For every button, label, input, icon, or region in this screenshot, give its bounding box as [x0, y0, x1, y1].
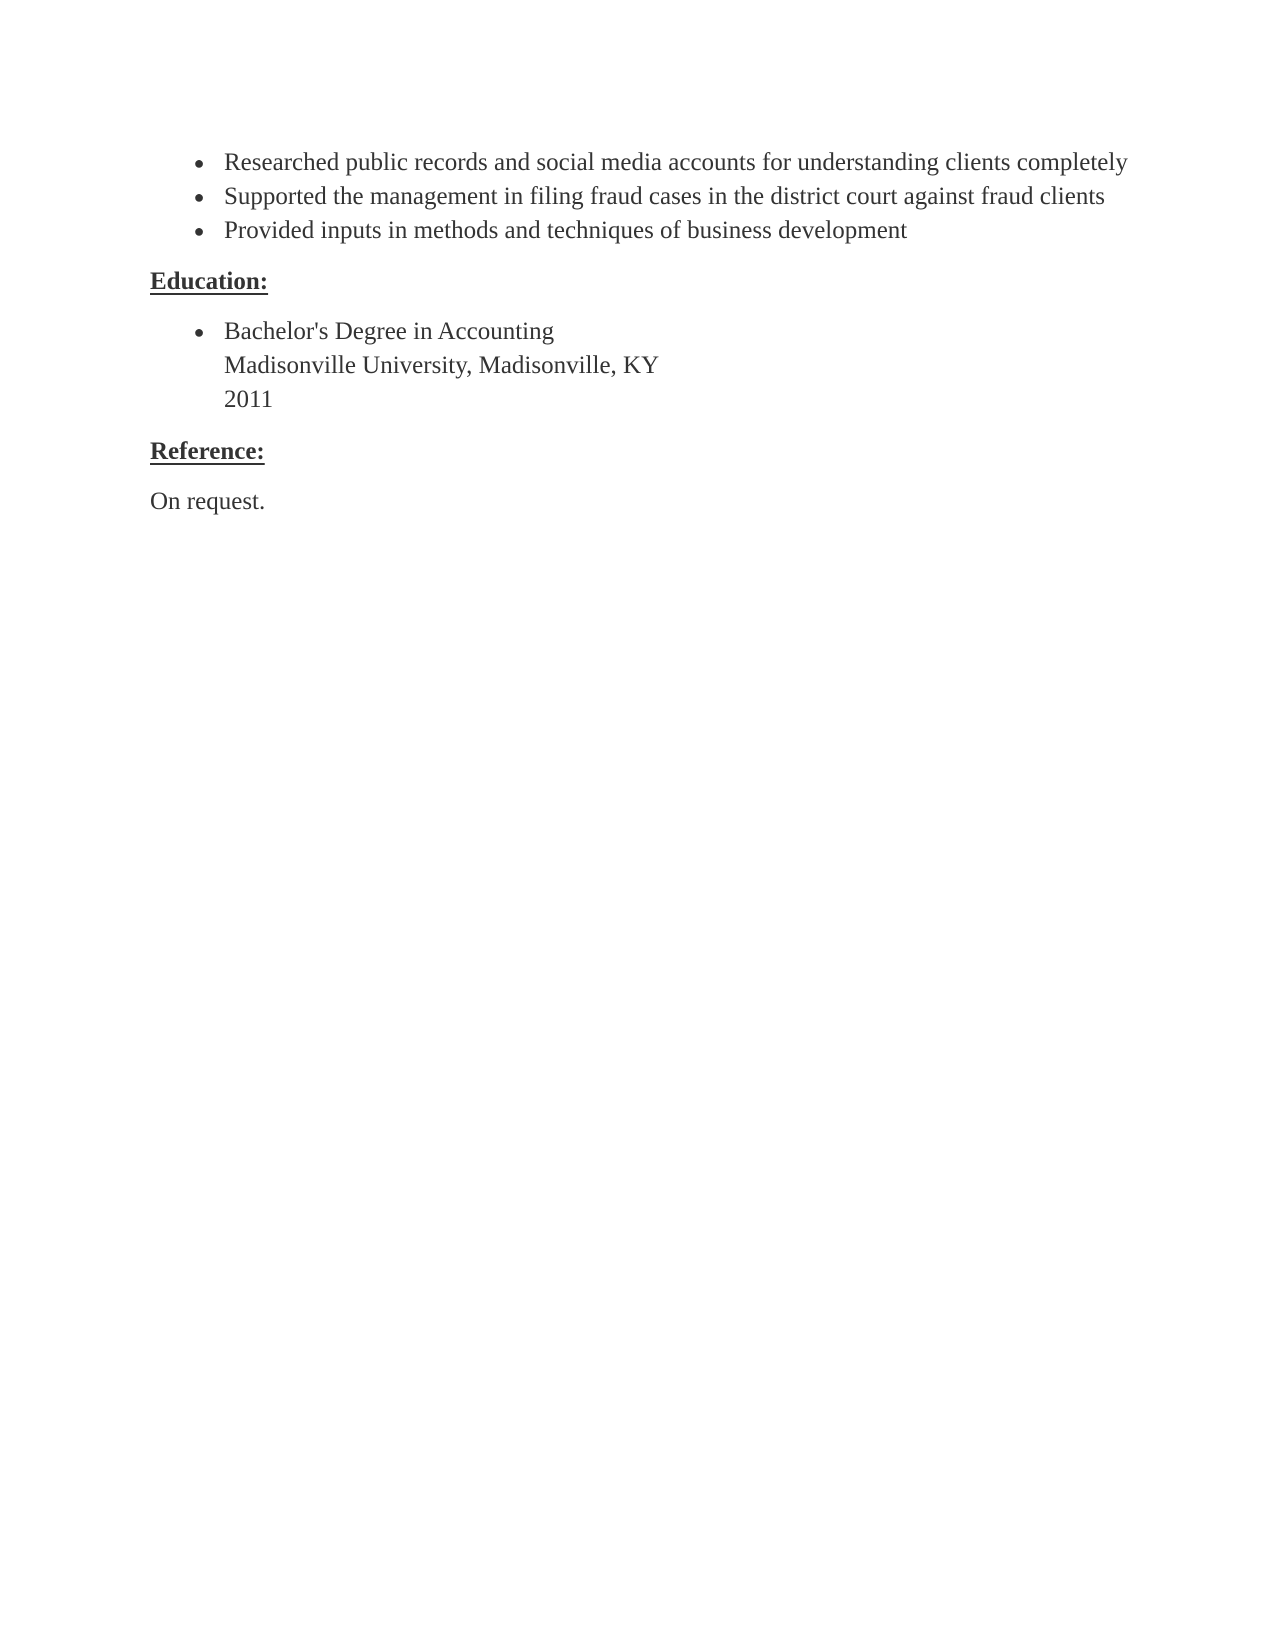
experience-bullet-text: Provided inputs in methods and techniques of business development [224, 217, 908, 244]
graduation-year: 2011 [224, 386, 274, 413]
experience-bullet-text: Researched public records and social media accounts for understanding clients completely [224, 149, 1128, 176]
bullet-icon: ● [193, 187, 205, 207]
bullet-icon: ● [193, 322, 205, 342]
list-item [150, 315, 1130, 417]
bullet-icon: ● [193, 153, 205, 173]
reference-text: On request. [150, 488, 266, 515]
reference-heading: Reference: [150, 438, 265, 465]
bullet-icon: ● [193, 221, 205, 241]
document-content [150, 146, 1130, 519]
list-item [150, 180, 1130, 214]
experience-bullet-text: Supported the management in filing fraud cases in the district court against fraud clients [224, 183, 1105, 210]
experience-list [150, 146, 1130, 248]
list-item [150, 146, 1130, 180]
education-list [150, 315, 1130, 417]
school-text: Madisonville University, Madisonville, KY [224, 352, 660, 379]
education-heading: Education: [150, 268, 269, 295]
list-item [150, 214, 1130, 248]
degree-text: Bachelor's Degree in Accounting [224, 318, 555, 345]
